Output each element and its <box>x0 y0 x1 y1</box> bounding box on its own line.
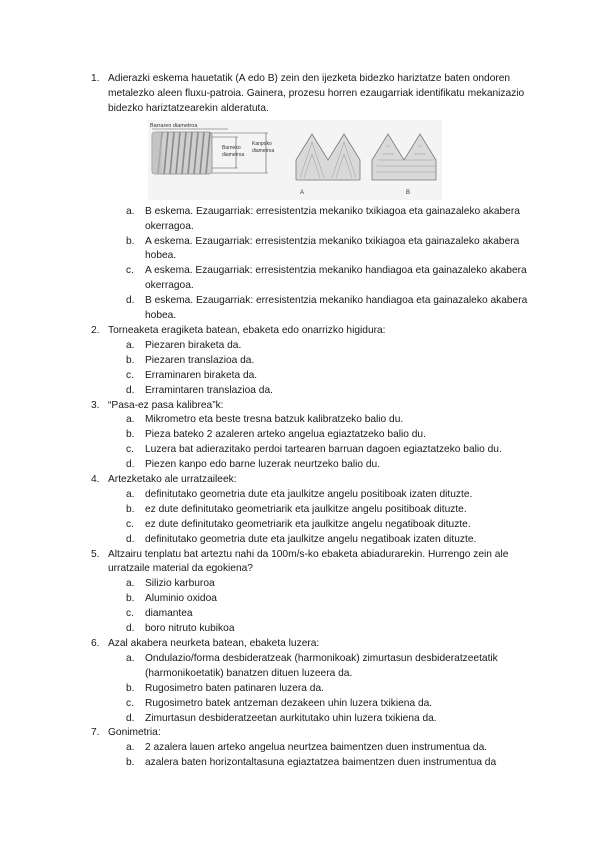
option-text: Aluminio oxidoa <box>145 593 217 605</box>
question-text: Gonimetria: <box>108 727 161 739</box>
question-6-options <box>0 652 600 727</box>
question-7-options <box>0 741 600 771</box>
option-letter: d. <box>126 459 135 471</box>
question-3 <box>0 399 600 414</box>
option-letter: a. <box>126 652 135 664</box>
option-text: azalera baten horizontaltasuna egiaztatzea baimentzen duen instrumentua da <box>145 757 497 769</box>
option-text: boro nitruto kubikoa <box>145 623 235 635</box>
question-number: 7. <box>91 727 100 739</box>
option-letter: c. <box>126 608 134 620</box>
question-text: Adierazki eskema hauetatik (A edo B) zein den ijezketa bidezko hariztatze baten ondoren metalezko aleen fluxu-patroia. Gainera, prozesu horren ezaugarriak identifikatu mekanizazio bidezko hariztatzearekin alderatuta. <box>108 73 525 114</box>
inner-diameter-label-1: Barneko <box>222 144 241 151</box>
option-text: Luzera bat adierazitako perdoi tartearen barruan dagoen egiaztatzeko balio du. <box>145 444 502 456</box>
option-d <box>0 533 600 548</box>
question-4-options <box>0 488 600 548</box>
option-text: Zimurtasun desbideratzeetan aurkitutako uhin luzera txikiena da. <box>145 712 437 724</box>
option-letter: b. <box>126 429 135 441</box>
option-letter: b. <box>126 235 135 247</box>
question-1 <box>0 72 600 117</box>
bolt-illustration <box>152 132 212 174</box>
option-letter: c. <box>126 265 134 277</box>
option-text: Piezen kanpo edo barne luzerak neurtzeko balio du. <box>145 459 381 471</box>
question-2-options <box>0 339 600 399</box>
option-b <box>0 503 600 518</box>
option-letter: c. <box>126 518 134 530</box>
option-letter: a. <box>126 578 135 590</box>
option-letter: d. <box>126 295 135 307</box>
option-text: Mikrometro eta beste tresna batzuk kalibratzeko balio du. <box>145 414 404 426</box>
question-number: 2. <box>91 324 100 336</box>
document-body <box>0 72 600 771</box>
question-5-options <box>0 577 600 637</box>
option-text: Rugosimetro baten patinaren luzera da. <box>145 682 324 694</box>
option-c <box>0 264 600 294</box>
question-text: “Pasa-ez pasa kalibrea”k: <box>108 399 224 411</box>
option-text: Pieza bateko 2 azaleren arteko angelua egiaztatzeko balio du. <box>145 429 426 441</box>
option-d <box>0 622 600 637</box>
option-text: B eskema. Ezaugarriak: erresistentzia mekaniko handiagoa eta gainazaleko akabera hobea. <box>145 295 528 322</box>
option-letter: a. <box>126 414 135 426</box>
option-text: Silizio karburoa <box>145 578 215 590</box>
option-text: Piezaren biraketa da. <box>145 339 242 351</box>
question-number: 5. <box>91 548 100 560</box>
bar-diameter-label: Barraren diametroa <box>150 122 198 129</box>
thread-figure <box>148 120 442 200</box>
question-7 <box>0 726 600 741</box>
option-b <box>0 428 600 443</box>
option-d <box>0 712 600 727</box>
label-b: B <box>406 189 411 196</box>
option-a <box>0 577 600 592</box>
option-letter: c. <box>126 444 134 456</box>
option-text: ez dute definitutako geometriarik eta jaulkitze angelu negatiboak dituzte. <box>145 518 471 530</box>
option-letter: b. <box>126 354 135 366</box>
option-text: Erraminaren biraketa da. <box>145 369 258 381</box>
option-b <box>0 354 600 369</box>
option-a <box>0 205 600 235</box>
option-b <box>0 235 600 265</box>
option-letter: a. <box>126 205 135 217</box>
question-6 <box>0 637 600 652</box>
option-text: A eskema. Ezaugarriak: erresistentzia mekaniko handiagoa eta gainazaleko akabera okerragoa. <box>145 265 527 292</box>
option-d <box>0 458 600 473</box>
option-d <box>0 384 600 399</box>
question-number: 1. <box>91 73 100 84</box>
option-text: B eskema. Ezaugarriak: erresistentzia mekaniko txikiagoa eta gainazaleko akabera okerragoa. <box>145 205 520 232</box>
option-a <box>0 339 600 354</box>
option-letter: d. <box>126 623 135 635</box>
option-letter: b. <box>126 593 135 605</box>
option-b <box>0 592 600 607</box>
option-c <box>0 443 600 458</box>
option-c <box>0 607 600 622</box>
option-text: Ondulazio/forma desbideratzeak (harmonikoak) zimurtasun desbideratzeetatik (harmonikoetatik) banatzen dituen luzeera da. <box>145 652 498 679</box>
option-a <box>0 741 600 756</box>
option-letter: c. <box>126 369 134 381</box>
option-letter: b. <box>126 682 135 694</box>
option-text: Erramintaren translazioa da. <box>145 384 273 396</box>
option-text: 2 azalera lauen arteko angelua neurtzea baimentzen duen instrumentua da. <box>145 742 488 754</box>
question-4 <box>0 473 600 488</box>
option-text: definitutako geometria dute eta jaulkitze angelu positiboak izaten dituzte. <box>145 488 473 500</box>
question-3-options <box>0 413 600 473</box>
option-letter: a. <box>126 488 135 500</box>
option-text: diamantea <box>145 608 193 620</box>
option-letter: a. <box>126 742 135 754</box>
option-d <box>0 294 600 324</box>
option-c <box>0 697 600 712</box>
label-a: A <box>300 189 305 196</box>
option-a <box>0 413 600 428</box>
question-text: Torneaketa eragiketa batean, ebaketa edo onarrizko higidura: <box>108 324 386 336</box>
outer-diameter-label-2: diametroa <box>252 147 275 154</box>
question-2 <box>0 324 600 339</box>
option-a <box>0 488 600 503</box>
option-letter: b. <box>126 503 135 515</box>
option-a <box>0 652 600 682</box>
option-b <box>0 682 600 697</box>
option-letter: d. <box>126 533 135 545</box>
option-letter: a. <box>126 339 135 351</box>
option-text: Rugosimetro batek antzeman dezakeen uhin luzera txikiena da. <box>145 697 433 709</box>
question-number: 3. <box>91 399 100 411</box>
question-number: 4. <box>91 474 100 486</box>
option-b <box>0 756 600 771</box>
outer-diameter-label-1: Kanpoko <box>252 140 272 147</box>
question-1-options <box>0 205 600 324</box>
question-number: 6. <box>91 638 100 649</box>
question-text: Altzairu tenplatu bat arteztu nahi da 100m/s-ko ebaketa abiadurarekin. Hurrengo zein ale urratzaile material da egokiena? <box>108 548 509 575</box>
option-letter: c. <box>126 697 134 709</box>
option-text: definitutako geometria dute eta jaulkitze angelu negatiboak izaten dituzte. <box>145 533 477 545</box>
option-letter: b. <box>126 757 135 769</box>
option-text: A eskema. Ezaugarriak: erresistentzia mekaniko txikiagoa eta gainazaleko akabera hobea. <box>145 235 520 262</box>
question-text: Azal akabera neurketa batean, ebaketa luzera: <box>108 638 320 649</box>
option-text: Piezaren translazioa da. <box>145 354 255 366</box>
thread-diagram <box>148 120 442 200</box>
option-text: ez dute definitutako geometriarik eta jaulkitze angelu positiboak dituzte. <box>145 503 467 515</box>
question-text: Artezketako ale urratzaileek: <box>108 474 237 486</box>
option-letter: d. <box>126 712 135 724</box>
inner-diameter-label-2: diametroa <box>222 151 245 158</box>
question-5 <box>0 548 600 578</box>
option-c <box>0 518 600 533</box>
option-c <box>0 369 600 384</box>
option-letter: d. <box>126 384 135 396</box>
